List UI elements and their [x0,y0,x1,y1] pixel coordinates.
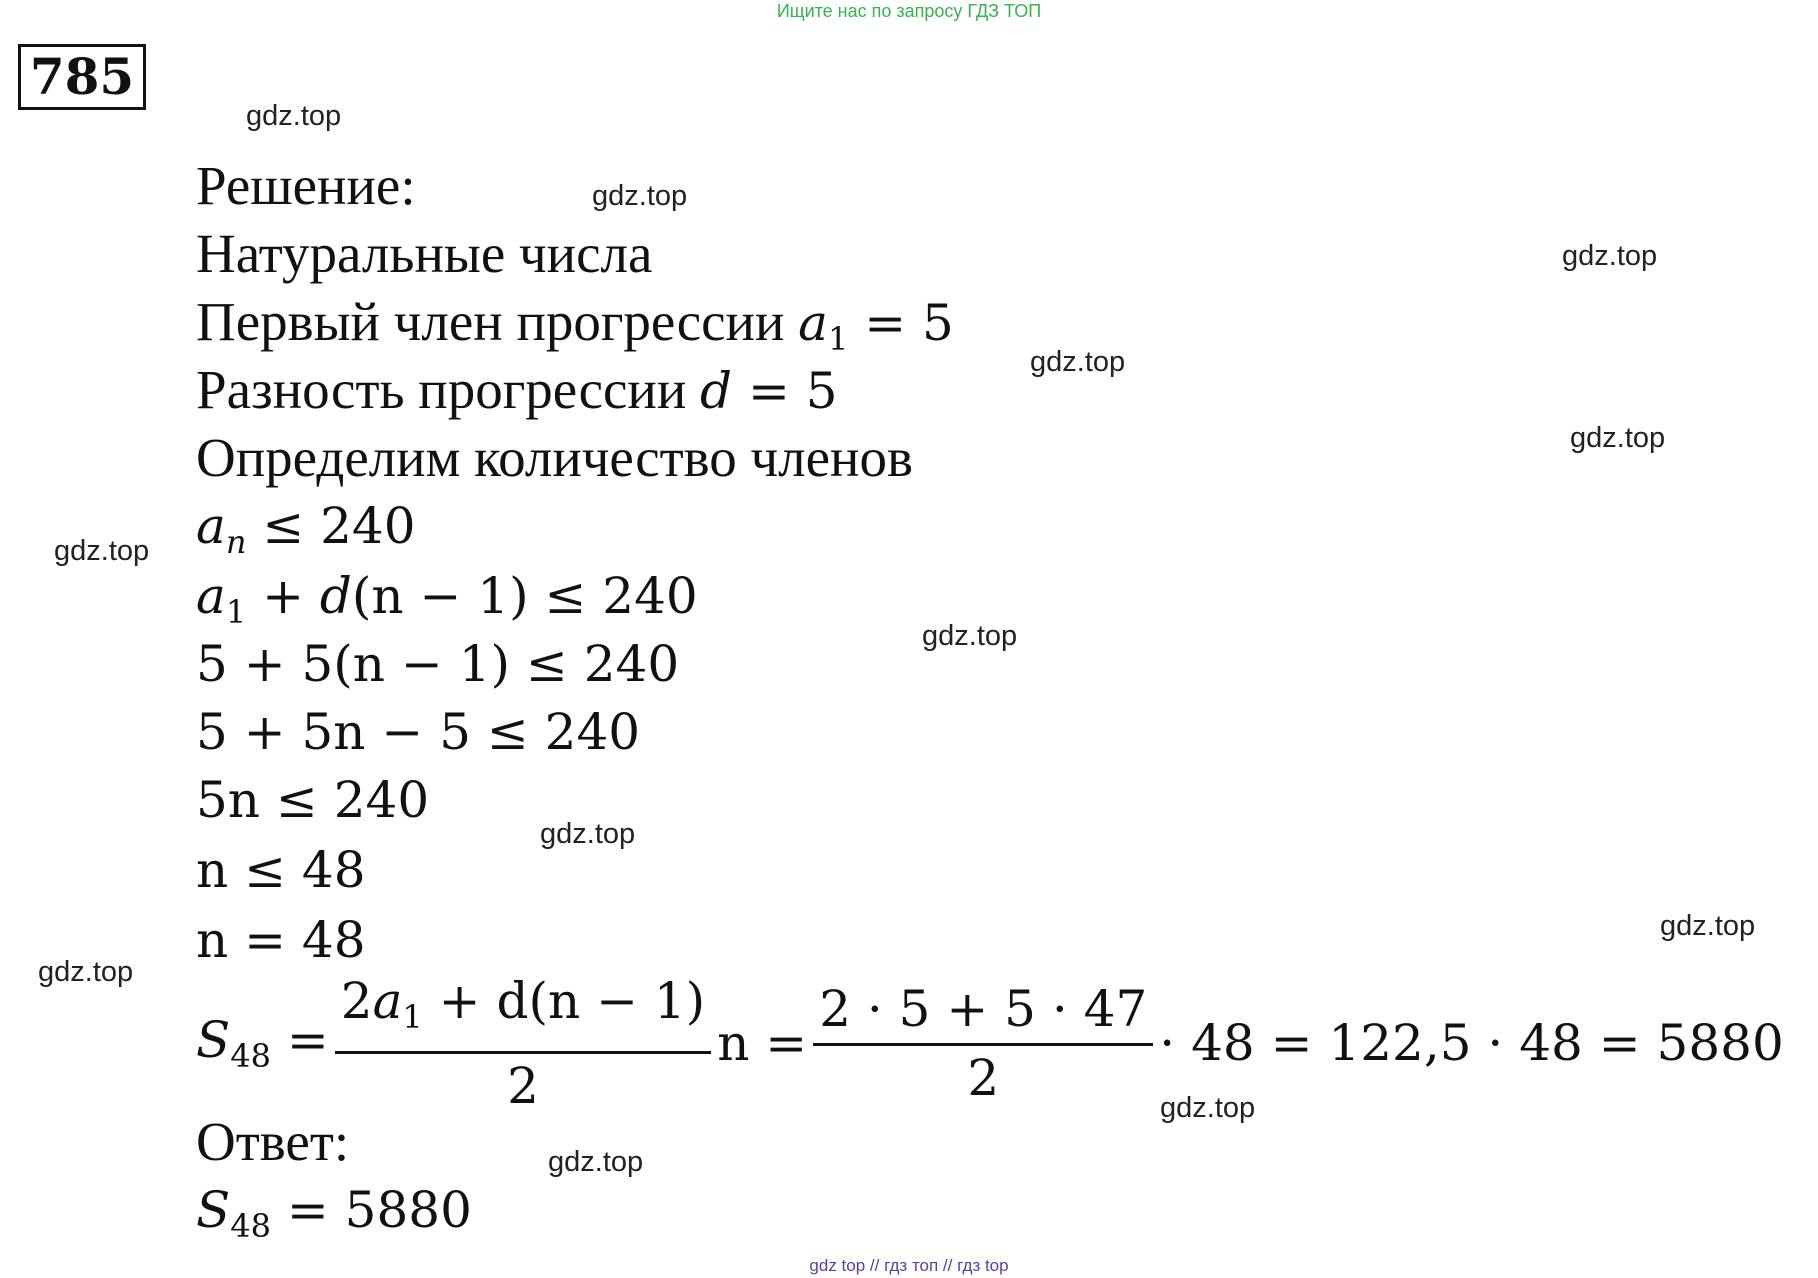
natural-numbers-line: Натуральные числа [196,223,653,284]
first-term-value: = 5 [864,294,954,352]
solution-heading: Решение: [196,155,416,216]
fraction-general-numerator: $2a_1 + d(n - 1)$ [335,973,711,1054]
answer-value: = 5880 [286,1181,472,1239]
answer-label: Ответ: [196,1111,350,1172]
footer-links: gdz top // гдз топ // гдз top [809,1256,1009,1275]
step2-rhs: (n − 1) ≤ 240 [351,567,698,625]
watermark: gdz.top [922,620,1018,652]
difference-value: = 5 [747,362,838,420]
watermark: gdz.top [1660,910,1756,942]
difference-label: Разность прогрессии [196,359,687,420]
step6-line: n ≤ 48 [196,841,366,899]
formula-tail: · 48 = 122,5 · 48 = 5880 [1159,1014,1784,1072]
top-banner: Ищите нас по запросу ГДЗ ТОП [776,1,1042,21]
difference-math: d = 5 [700,362,838,420]
step1-rhs: ≤ 240 [262,497,416,555]
watermark: gdz.top [548,1146,644,1178]
watermark: gdz.top [246,100,342,132]
step4-line: 5 + 5n − 5 ≤ 240 [196,703,641,761]
fraction-substituted-numerator: 2 · 5 + 5 · 47 [813,981,1153,1046]
step7-line: n = 48 [196,911,366,969]
step1-line: $a_n \le 240$ [196,497,416,561]
step2-line: $a_1 + d(n - 1) \le 240$ [196,567,698,631]
answer-sub: 48 [230,1207,271,1245]
first-term-label: Первый член прогрессии [196,291,785,352]
sum-formula [196,968,1784,1118]
watermark: gdz.top [1030,346,1126,378]
watermark: gdz.top [592,180,688,212]
watermark: gdz.top [540,818,636,850]
watermark: gdz.top [1562,240,1658,272]
fraction-general-denominator: 2 [507,1056,539,1115]
formula-mid: n = [717,1014,808,1072]
fraction-substituted-denominator: 2 [967,1048,1000,1107]
watermark: gdz.top [1160,1092,1256,1124]
fraction-general [335,973,711,1114]
watermark: gdz.top [54,535,150,567]
difference-line [196,358,838,423]
step5-line: 5n ≤ 240 [196,771,430,829]
first-term-math: $a_1 = 5$ [798,294,954,358]
sum-lhs: $S_{48}$ = [196,1011,329,1075]
answer-line: $S_{48} = 5880$ [196,1181,472,1245]
task-number-box: 785 [18,44,146,110]
watermark: gdz.top [1570,422,1666,454]
watermark: gdz.top [38,956,134,988]
fraction-substituted [813,981,1153,1106]
count-label-line: Определим количество членов [196,427,913,488]
step3-line: 5 + 5(n − 1) ≤ 240 [196,635,680,693]
step2-plus: + [262,567,304,625]
